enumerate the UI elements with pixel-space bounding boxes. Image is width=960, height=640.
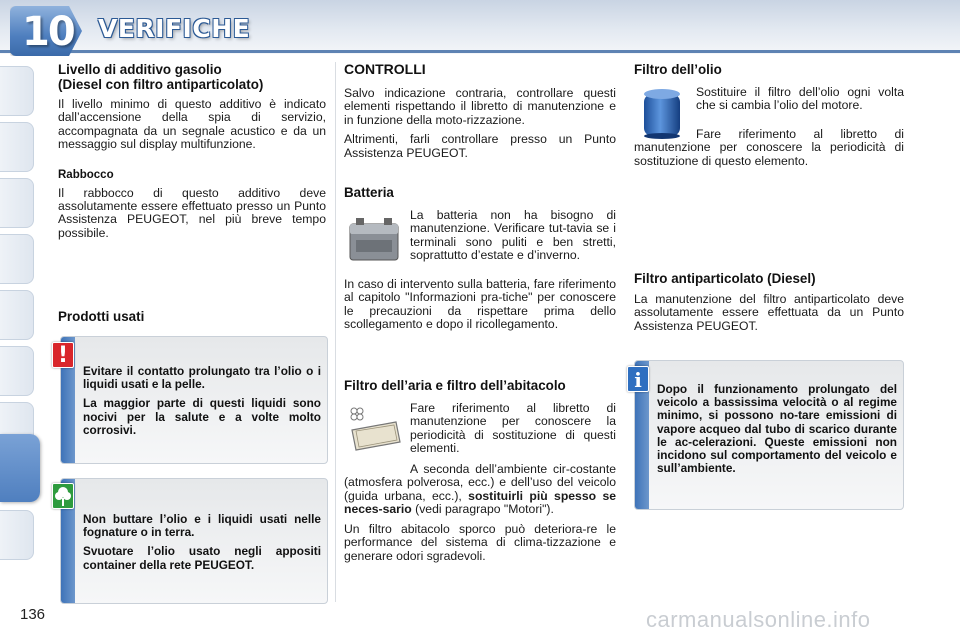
info-text: Dopo il funzionamento prolungato del veicolo a bassissima velocità o al regime minimo, si possono no-tare emissioni di vapore acqueo dal tubo di scarico durante le ac-celerazioni. Queste emissioni non incidono sul comportamento del veicolo e sull’ambiente. [657,382,897,476]
additive-text: Il livello minimo di questo additivo è indicato dall’accensione della spia di servizio, accompagnata da un segnale acustico e da un messaggio sul display multifunzione. [58,97,326,152]
air-filter-text-2-bold: sostituirli più spesso se neces-sario [344,488,616,517]
chapter-tab[interactable] [0,178,34,228]
info-icon: i [627,366,649,392]
chapter-tab[interactable] [0,290,34,340]
air-filter-text-2c: (vedi paragrapo "Motori"). [415,502,554,517]
air-filter-text-3: Un filtro abitacolo sporco può deteriora-re le performance del sistema di clima-tizzazione e generare odori sgradevoli. [344,522,616,563]
warning-box [60,336,328,464]
chapter-tab[interactable] [0,510,34,560]
oil-filter-text-1: Sostituire il filtro dell’olio ogni volta che si cambia l’olio del motore. [696,85,904,113]
exclamation-icon: ! [52,342,74,368]
column-divider [335,62,336,602]
used-products-heading: Prodotti usati [58,309,145,324]
column-left [58,62,326,240]
particulate-heading: Filtro antiparticolato (Diesel) [634,271,816,286]
chapter-number: 10 [22,9,74,55]
warning-text-2: La maggior parte di questi liquidi sono nocivi per la salute e a volte molto corrosivi. [83,396,321,437]
battery-heading: Batteria [344,185,394,200]
additive-subheading: (Diesel con filtro antiparticolato) [58,77,264,92]
eco-box [60,478,328,604]
oil-filter-heading: Filtro dell’olio [634,62,722,77]
chapter-tab[interactable] [0,234,34,284]
page-title: VERIFICHE [98,14,251,43]
oil-filter-text-2: Fare riferimento al libretto di manutenzione per conoscere la periodicità di sostituzione di questo elemento. [634,127,904,168]
info-box [634,360,904,510]
battery-text-2: In caso di intervento sulla batteria, fare riferimento al capitolo "Informazioni pra-tiche" per conoscere le precauzioni da rispettare prima dello scollegamento e dopo il ricollegamento. [344,277,616,332]
battery-text: La batteria non ha bisogno di manutenzione. Verificare tut-tavia se i terminali sono puliti e ben stretti, soprattutto d’estate e d’inverno. [410,208,616,263]
additive-heading: Livello di additivo gasolio [58,62,222,77]
particulate-text: La manutenzione del filtro antiparticolato deve assolutamente essere effettuata da un Punto Assistenza PEUGEOT. [634,292,904,333]
battery-icon [346,214,402,264]
watermark: carmanualsonline.info [646,607,871,632]
air-filter-text-1: Fare riferimento al libretto di manutenzione per conoscere la periodicità di sostituzione di questi elementi. [410,401,616,456]
page-number: 136 [20,606,46,623]
chapter-tab-active[interactable] [0,434,40,502]
chapter-tab[interactable] [0,122,34,172]
air-filter-icon [346,404,404,452]
air-filter-text-2a: A seconda dell’ambiente cir-costante (atmosfera polverosa, ecc.) e dell’uso del veicolo (guida urbana, ecc.), [344,462,616,503]
rabbocco-text: Il rabbocco di questo additivo deve assolutamente essere effettuato presso un Punto Assistenza PEUGEOT, nel più breve tempo possibile. [58,185,326,240]
chapter-tab-strip [0,60,40,580]
controls-text-1: Salvo indicazione contraria, controllare questi elementi rispettando il libretto di manutenzione e in funzione della moto-rizzazione. [344,86,616,127]
recycle-tree-icon [52,483,74,509]
rabbocco-heading: Rabbocco [58,168,114,181]
controls-heading: CONTROLLI [344,61,426,77]
controls-text-2: Altrimenti, farli controllare presso un Punto Assistenza PEUGEOT. [344,132,616,160]
eco-text-2: Svuotare l’olio usato negli appositi container della rete PEUGEOT. [83,544,321,572]
chapter-tab[interactable] [0,66,34,116]
air-filter-text-2 [344,463,616,517]
eco-text-1: Non buttare l’olio e i liquidi usati nelle fognature o in terra. [83,512,321,540]
warning-text-1: Evitare il contatto prolungato tra l’olio o i liquidi usati e la pelle. [83,364,321,392]
chapter-tab[interactable] [0,346,34,396]
air-filter-heading: Filtro dell’aria e filtro dell’abitacolo [344,378,566,393]
column-middle [344,62,616,160]
header-rule [0,50,960,53]
